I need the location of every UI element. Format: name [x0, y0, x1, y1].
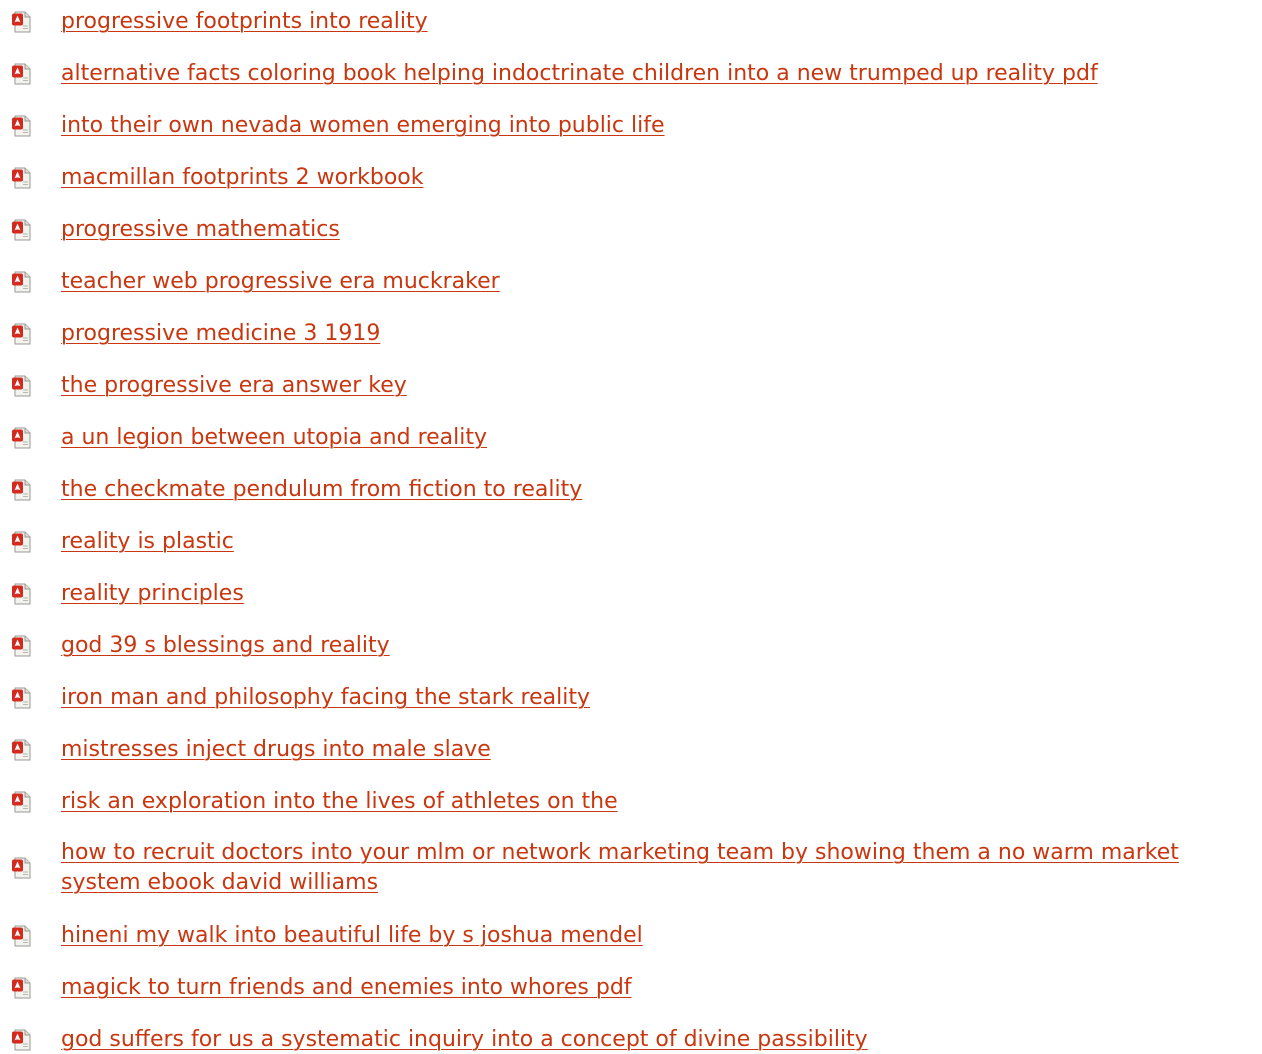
list-item	[0, 475, 1262, 505]
pdf-file-icon	[10, 62, 34, 86]
pdf-file-icon	[10, 218, 34, 242]
result-link[interactable]: progressive medicine 3 1919	[61, 321, 381, 346]
list-item	[0, 921, 1262, 951]
result-link[interactable]: alternative facts coloring book helping indoctrinate children into a new trumped up reality pdf	[61, 61, 1098, 86]
result-link[interactable]: progressive footprints into reality	[61, 9, 428, 34]
result-link[interactable]: how to recruit doctors into your mlm or network marketing team by showing them a no warm market system ebook david williams	[61, 840, 1179, 895]
list-item	[0, 111, 1262, 141]
result-link[interactable]: magick to turn friends and enemies into whores pdf	[61, 975, 632, 1000]
list-item	[0, 787, 1262, 817]
result-link[interactable]: progressive mathematics	[61, 217, 340, 242]
pdf-file-icon	[10, 790, 34, 814]
pdf-file-icon	[10, 634, 34, 658]
pdf-file-icon	[10, 856, 34, 880]
list-item	[0, 7, 1262, 37]
result-link[interactable]: hineni my walk into beautiful life by s joshua mendel	[61, 923, 643, 948]
list-item	[0, 267, 1262, 297]
result-link[interactable]: god 39 s blessings and reality	[61, 633, 390, 658]
list-item	[0, 215, 1262, 245]
result-link[interactable]: teacher web progressive era muckraker	[61, 269, 500, 294]
list-item	[0, 683, 1262, 713]
result-link[interactable]: mistresses inject drugs into male slave	[61, 737, 491, 762]
list-item	[0, 423, 1262, 453]
pdf-file-icon	[10, 166, 34, 190]
pdf-file-icon	[10, 322, 34, 346]
pdf-file-icon	[10, 530, 34, 554]
result-link[interactable]: god suffers for us a systematic inquiry into a concept of divine passibility	[61, 1027, 868, 1052]
pdf-file-icon	[10, 1028, 34, 1052]
list-item	[0, 319, 1262, 349]
pdf-file-icon	[10, 976, 34, 1000]
pdf-file-icon	[10, 374, 34, 398]
pdf-file-icon	[10, 478, 34, 502]
pdf-file-icon	[10, 426, 34, 450]
result-link[interactable]: the progressive era answer key	[61, 373, 407, 398]
result-link[interactable]: the checkmate pendulum from fiction to reality	[61, 477, 583, 502]
list-item	[0, 527, 1262, 557]
result-link[interactable]: risk an exploration into the lives of athletes on the	[61, 789, 618, 814]
pdf-file-icon	[10, 924, 34, 948]
pdf-file-icon	[10, 582, 34, 606]
result-link[interactable]: reality principles	[61, 581, 244, 606]
list-item	[0, 973, 1262, 1003]
pdf-file-icon	[10, 686, 34, 710]
list-item	[0, 371, 1262, 401]
list-item	[0, 163, 1262, 193]
list-item	[0, 735, 1262, 765]
result-link[interactable]: macmillan footprints 2 workbook	[61, 165, 424, 190]
pdf-file-icon	[10, 738, 34, 762]
list-item	[0, 1025, 1262, 1054]
list-item	[0, 59, 1262, 89]
pdf-file-icon	[10, 270, 34, 294]
result-link[interactable]: iron man and philosophy facing the stark reality	[61, 685, 590, 710]
result-link[interactable]: into their own nevada women emerging into public life	[61, 113, 665, 138]
pdf-file-icon	[10, 114, 34, 138]
pdf-file-icon	[10, 10, 34, 34]
list-item	[0, 579, 1262, 609]
result-link[interactable]: reality is plastic	[61, 529, 234, 554]
list-item	[0, 838, 1262, 900]
result-link[interactable]: a un legion between utopia and reality	[61, 425, 488, 450]
list-item	[0, 631, 1262, 661]
